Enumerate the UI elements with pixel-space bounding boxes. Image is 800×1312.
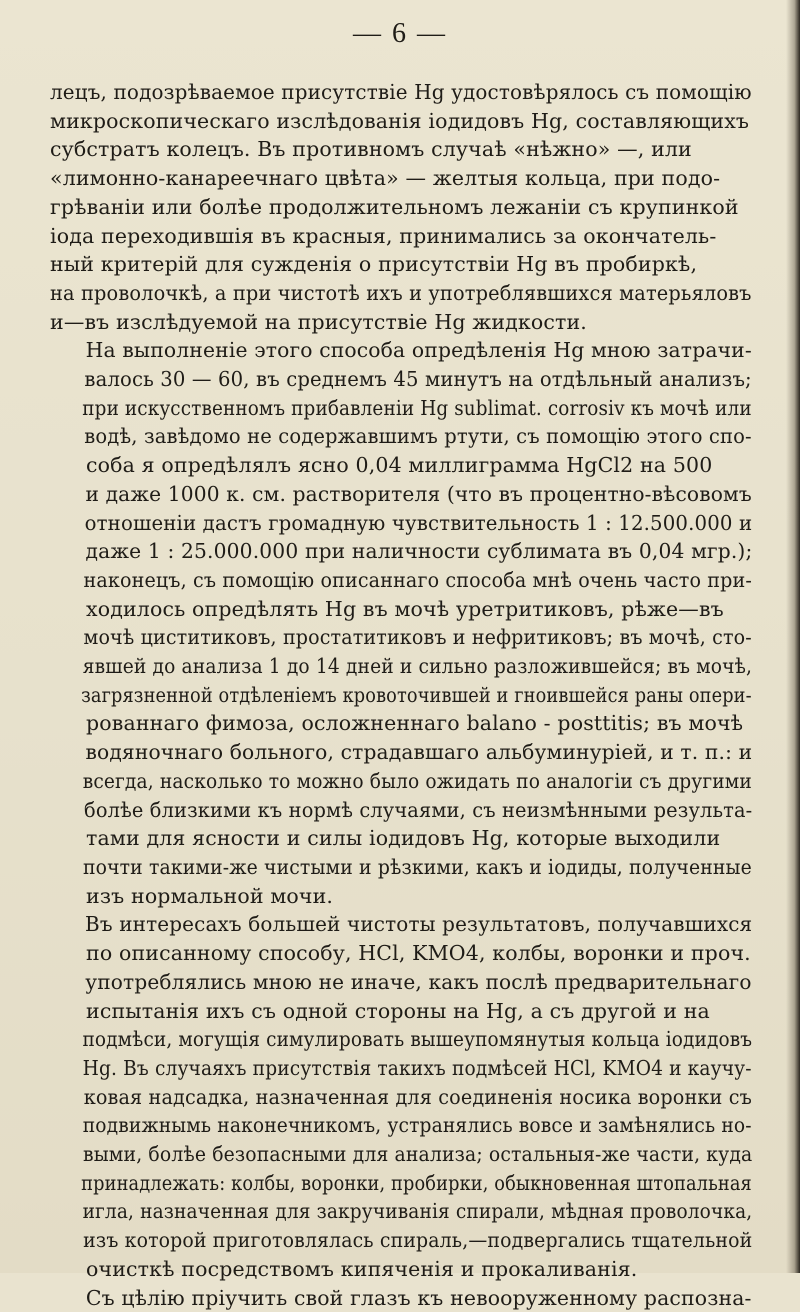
text-line: лецъ, подозрѣваемое присутствіе Hg удостовѣрялось съ помощію [50, 80, 752, 104]
text-line: мочѣ циститиковъ, простатитиковъ и нефритиковъ; въ мочѣ, сто- [83, 625, 752, 650]
paragraph [50, 78, 752, 336]
text-line: изъ нормальной мочи. [86, 883, 334, 908]
paragraph [50, 1284, 752, 1312]
text-line: и—въ изслѣдуемой на присутствіе Hg жидкости. [50, 309, 587, 334]
text-line: грѣваніи или болѣе продолжительномъ лежаніи съ крупинкой [50, 194, 739, 219]
text-line: «лимонно-канареечнаго цвѣта» — желтыя кольца, при подо- [50, 166, 721, 191]
text-line: отношеніи дастъ громадную чувствительность 1 : 12.500.000 и [84, 510, 753, 535]
page-number: — 6 — [353, 18, 447, 49]
text-line: очисткѣ посредствомъ кипяченія и прокаливанія. [86, 1256, 638, 1281]
text-line: ный критерій для сужденія о присутствіи Hg въ пробиркѣ, [50, 252, 698, 277]
text-line: при искусственномъ прибавленіи Hg sublimat. corrosiv къ мочѣ или [82, 395, 752, 420]
text-line: по описанному способу, HCl, KMO4, колбы, воронки и проч. [86, 941, 751, 966]
text-line: испытанія ихъ съ одной стороны на Hg, а съ другой и на [86, 998, 710, 1023]
text-line: наконецъ, съ помощію описаннаго способа мнѣ очень часто при- [83, 567, 752, 592]
text-line: ходилось опредѣлять Hg въ мочѣ уретритиковъ, рѣже—въ [86, 596, 724, 621]
text-line: изъ которой приготовлялась спираль,—подвергались тщательной [83, 1228, 753, 1253]
text-line: всегда, насколько то можно было ожидать по аналогіи съ другими [82, 768, 752, 793]
text-line: подмѣси, могущія симулировать вышеупомянутыя кольца іодидовъ [82, 1027, 753, 1052]
text-line: водѣ, завѣдомо не содержавшимъ ртути, съ помощію этого спо- [84, 424, 752, 449]
text-line: даже 1 : 25.000.000 при наличности сублимата въ 0,04 мгр.); [85, 539, 753, 564]
text-line: почти такими-же чистыми и рѣзкими, какъ и іодиды, полученные [82, 854, 752, 879]
text-line: микроскопическаго изслѣдованія іодидовъ Hg, составляющихъ [50, 108, 750, 133]
text-line: соба я опредѣлялъ ясно 0,04 миллиграмма HgCl2 на 500 [86, 453, 713, 478]
text-line: субстратъ колецъ. Въ противномъ случаѣ «нѣжно» —, или [50, 137, 692, 162]
text-line: и даже 1000 к. см. растворителя (что въ процентно-вѣсовомъ [85, 481, 752, 506]
text-line: ковая надсадка, назначенная для соединенія носика воронки съ [83, 1084, 752, 1109]
paragraph [50, 336, 752, 910]
text-line: На выполненіе этого способа опредѣленія Hg мною затрачи- [85, 338, 752, 363]
text-line: употреблялись мною не иначе, какъ послѣ предварительнаго [85, 969, 752, 994]
text-line: принадлежать: колбы, воронки, пробирки, обыкновенная штопальная [81, 1170, 752, 1195]
text-line: Съ цѣлію пріучить свой глазъ къ невооруженному распозна- [85, 1285, 752, 1310]
text-line: на проволочкѣ, а при чистотѣ ихъ и употреблявшихся матерьяловъ [50, 280, 752, 305]
text-line: выми, болѣе безопасными для анализа; остальныя-же части, куда [82, 1142, 753, 1167]
text-line: болѣе близкими къ нормѣ случаями, съ неизмѣнными результа- [84, 797, 753, 822]
text-line: явшей до анализа 1 до 14 дней и сильно разложившейся; въ мочѣ, [82, 654, 753, 679]
text-line: загрязненной отдѣленіемъ кровоточившей и гноившейся раны опери- [81, 682, 752, 707]
text-line: валось 30 — 60, въ среднемъ 45 минутъ на отдѣльный анализъ; [84, 367, 752, 392]
text-line: іода переходившія въ красныя, принимались за окончатель- [50, 223, 717, 248]
text-line: Hg. Въ случаяхъ присутствія такихъ подмѣсей HCl, KMO4 и каучу- [82, 1055, 752, 1080]
text-line: Въ интересахъ большей чистоты результатовъ, получавшихся [85, 912, 753, 937]
text-line: рованнаго фимоза, осложненнаго balano - posttitis; въ мочѣ [86, 711, 744, 736]
text-line: водяночнаго больного, страдавшаго альбуминуріей, и т. п.: и [85, 740, 753, 765]
page-edge-shadow [786, 0, 800, 1273]
body-text [50, 78, 752, 1312]
text-line: подвижнымь наконечникомъ, устранялись вовсе и замѣнялись но- [82, 1113, 752, 1138]
text-line: игла, назначенная для закручиванія спирали, мѣдная проволочка, [82, 1199, 753, 1224]
paragraph [50, 910, 752, 1283]
text-line: тами для ясности и силы іодидовъ Hg, которые выходили [86, 826, 721, 851]
